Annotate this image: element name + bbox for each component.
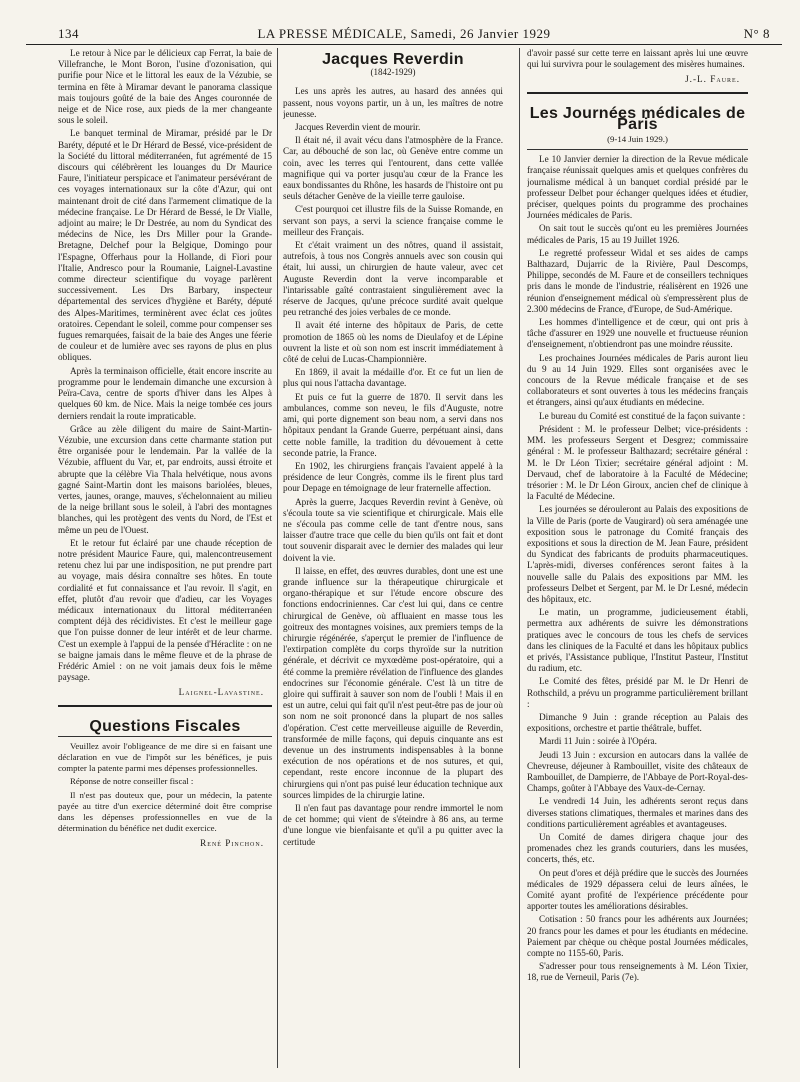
paragraph: Le banquet terminal de Miramar, présidé par le Dr Baréty, député et le Dr Hérard de Bessé, vice-président de la Société du littoral méditerranéen, fut agrémenté de 15 discours qui célébrèrent les louanges du Dr Maurice Faure, l'initiateur perspicace et l'animateur persévérant de ces voyages internationaux sur la côte d'Azur, qui ont maintenant droit de cité dans l'armement climatique de la médecine française. Le Dr Hérard de Bessé, le Dr Vialle, adjoint au maire; le Dr Destrée, au nom du Syndicat des médecins de Nice, les Drs Miller pour la Grande-Bretagne, Delchef pour la Belgique, Domingo pour l'Espagne, Offerhaus pour la Hollande, di Fiori pour l'Italie, Andresco pour la Roumanie, Laignel-Lavastine comme directeur scientifique du voyage parlèrent successivement. Les Drs Barbary, inspecteur départemental des services d'hygiène et Baréty, député des Alpes-Maritimes, terminèrent avec éclat ces joûtes oratoires. Cependant le soleil, comme pour compenser ses fugues remarquées, faisait de la baie des Anges une féerie de couleur et de lumière avec ses rayons de plus en plus obliques.: [58, 128, 272, 363]
paragraph: d'avoir passé sur cette terre en laissant après lui une œuvre qui lui survivra pour le soulagement des misères humaines.: [527, 48, 748, 70]
article-title: Les Journées médicales de Paris: [529, 104, 746, 133]
paragraph: On sait tout le succès qu'ont eu les premières Journées médicales de Paris, 15 au 19 Juillet 1926.: [527, 223, 748, 245]
paragraph: Le regretté professeur Widal et ses aides de camps Balthazard, Dujarric de la Rivière, Paul Descomps, Philippe, secondés de M. Faure et de conseillers techniques pris dans le monde de l'industrie, réalisèrent en 1926 une réunion d'enseignement médical où s'empressèrent plus de 2.300 médecins de France, d'Europe, de Sud-Amérique.: [527, 247, 748, 314]
paragraph: En 1902, les chirurgiens français l'avaient appelé à la présidence de leur Congrès, comme ils le firent plus tard pour Depage en témoignage de leur fraternelle affection.: [283, 460, 503, 494]
paragraph: Réponse de notre conseiller fiscal :: [70, 776, 194, 787]
column-3: [527, 48, 748, 1070]
paragraph: Il était né, il avait vécu dans l'atmosphère de la France. Car, au débouché de son lac, où Genève entre comme un coin, avec les terres qui l'entourent, dans cette vallée magnifique qui va porter jusqu'au cœur de la France les eaux bondissantes du Rhône, les hasards de l'histoire ont pu seuls détacher Genève de la vieille terre gauloise.: [283, 135, 503, 202]
paragraph: Et le retour fut éclairé par une chaude réception de notre président Maurice Faure, qui, malencontreusement retenu chez lui par une indisposition, ne put prendre part au voyage, mais désira connaître ses hôtes. En toute cordialité et fut connaissance et l'au revoir. Il s'agit, en effet, plutôt d'au revoir que d'adieu, car les Voyages médicaux internationaux du littoral méditerranéen comptent déjà des récidivistes. Et c'est le meilleur gage que l'on puisse donner de leur intérêt et de leur charme. C'est un exemple à l'appui de la pensée d'Héraclite : on ne se baigne jamais dans le même fleuve et de la phrase de Frédéric Amiel : on ne voit jamais deux fois le même paysage.: [58, 537, 272, 683]
section-rule: [527, 149, 748, 150]
paragraph: Le bureau du Comité est constitué de la façon suivante :: [539, 410, 746, 421]
section-rule: [58, 705, 272, 707]
page-number: 134: [58, 26, 79, 41]
paragraph: Les uns après les autres, au hasard des années qui passent, nous voyons partir, un à un, les maîtres de notre jeunesse.: [283, 86, 503, 119]
paragraph: Grâce au zèle diligent du maire de Saint-Martin-Vézubie, une excursion dans cette charmante station put être organisée pour le lendemain. Par la vallée de la Vézubie, affluent du Var, et, par endroits, aussi étroite et abrupte que la célèbre Via Thala helvétique, nous avons gagné Saint-Martin dont les maisons bariolées, bleues, vertes, jaunes, orange, mauves, s'échelonnaient au milieu de la neige brillant sous le soleil, à l'abri des montagnes blanches, qui les protègent des vents du Nord, de l'Est et même un peu de l'Ouest.: [58, 423, 272, 535]
paragraph: Jeudi 13 Juin : excursion en autocars dans la vallée de Chevreuse, déjeuner à Rambouillet, visite des châteaux de Rambouillet, de Dampierre, de l'Abbaye de Port-Royal-des-Champs, goûter à l'Abbaye des Vaux-de-Cernay.: [527, 749, 748, 794]
paragraph: Veuillez avoir l'obligeance de me dire si en faisant une déclaration en vue de l'impôt sur les bénéfices, je puis compter la patente parmi mes dépenses professionnelles.: [58, 740, 272, 774]
paragraph: Il avait été interne des hôpitaux de Paris, de cette promotion de 1865 où les noms de Dieulafoy et de Lépine ouvrent la liste et où son nom est inscrit immédiatement à côté de celui de Lucas-Championnière.: [283, 320, 503, 365]
paragraph: Le matin, un programme, judicieusement établi, permettra aux adhérents de suivre les démonstrations pratiques avec le concours de tous les chefs de services dans les cliniques de la Faculté et dans les hôpitaux publics et privés, l'Assistance publique, l'Institut Pasteur, l'Institut du radium, etc.: [527, 607, 748, 674]
paragraph: Après la terminaison officielle, était encore inscrite au programme pour le lendemain dimanche une excursion à Peïra-Cava, centre de sports d'hiver dans les Alpes à quelques 60 km. de Nice. Mais la neige tombée ces jours derniers rendait la route impraticable.: [58, 365, 272, 421]
article-subtitle: (9-14 Juin 1929.): [607, 134, 668, 145]
issue-number: N° 8: [743, 26, 770, 41]
header-rule: [26, 44, 782, 45]
paragraph: Président : M. le professeur Delbet; vice-présidents : MM. les professeurs Sergent et Desgrez; commissaire général : M. le professeur Balthazard; secrétaire général : M. le Dr Léon Tixier; secrétaire général adjoint : M. Dervaud, chef de laboratoire à la Faculté de Médecine; trésorier : M. le Dr Léon Giroux, ancien chef de clinique à la Faculté de Médecine.: [527, 423, 748, 502]
paragraph: Le vendredi 14 Juin, les adhérents seront reçus dans diverses stations climatiques, thermales et marines dans des conditions particulièrement agréables et avantageuses.: [527, 796, 748, 829]
paragraph: Il laisse, en effet, des œuvres durables, dont une est une grande influence sur la thérapeutique chirurgicale et organo-thérapique et sur l'étude encore obscure des fonctions endocriniennes. Car c'est lui qui, dans ce centre chirurgical de Genève, où affluaient en masse tous les goitreux des montagnes voisines, aux premiers temps de la chirurgie régénérée, s'aperçut le premier de l'influence de l'extirpation complète du corps thyroïde sur la nutrition générale, et décrivit ce myxœdème post-opératoire, qui a été comme la première révélation de l'influence des glandes endocrines sur l'économie générale. C'est là un titre de gloire qui suffirait à sauver son nom de l'oubli ! Mais il en est un autre, celui qui fait qu'il n'est peut-être pas de jour où son nom ne soit prononcé dans la plupart de nos salles d'opération. C'est cette merveilleuse aiguille de Reverdin, transformée de mille façons, qui depuis cinquante ans est devenue un des instruments indispensables à la bonne exécution de nos opérations et de nos sutures, et qui, cependant, reste encore inconnue de la plupart des chirurgiens qui n'ont pas puisé leur éducation technique aux sources limpides de la chirurgie latine.: [283, 565, 503, 800]
journal-running-title: LA PRESSE MÉDICALE, Samedi, 26 Janvier 1929: [257, 26, 551, 41]
paragraph: On peut d'ores et déjà prédire que le succès des Journées médicales de 1929 dépassera celui de leurs aînées, le Comité ayant profité de l'expérience précédente pour apporter toutes les améliorations désirables.: [527, 867, 748, 912]
signature: Laignel-Lavastine.: [178, 687, 264, 698]
column-divider: [277, 48, 278, 1068]
page-header: [26, 24, 782, 46]
paragraph: Un Comité de dames dirigera chaque jour des promenades chez les grands couturiers, dans les musées, concerts, thés, etc.: [527, 832, 748, 865]
section-rule: [527, 92, 748, 94]
paragraph: Il n'en faut pas davantage pour rendre immortel le nom de cet homme; qui vient de s'éteindre à 86 ans, au terme d'une longue vie bienfaisante et qu'il a pu quitter avec la certitude: [283, 803, 503, 847]
paragraph: Et puis ce fut la guerre de 1870. Il servit dans les ambulances, comme son neveu, le fils d'Auguste, notre ami, qui porte dignement son beau nom, a servi dans nos hôpitaux pendant la Grande Guerre, perpétuant ainsi, dans cette noble famille, la tradition du dévouement à cette seconde patrie, la France.: [283, 391, 503, 458]
article-subtitle: (1842-1929): [370, 67, 416, 78]
column-1: [58, 48, 272, 1070]
signature: René Pinchon.: [200, 838, 264, 849]
paragraph: Les hommes d'intelligence et de cœur, qui ont pris à tâche d'assurer en 1929 une nouvelle et fructueuse réunion d'enseignement, n'obtiendront pas une moindre réussite.: [527, 317, 748, 350]
paragraph: Jacques Reverdin vient de mourir.: [295, 122, 421, 133]
article-title: Jacques Reverdin: [322, 51, 464, 68]
paragraph: Dimanche 9 Juin : grande réception au Palais des expositions, orchestre et partie théâtrale, buffet.: [527, 711, 748, 734]
paragraph: C'est pourquoi cet illustre fils de la Suisse Romande, en servant son pays, a servi la science française comme le meilleur des Français.: [283, 204, 503, 237]
column-2: [283, 48, 503, 1070]
paragraph: S'adresser pour tous renseignements à M. Léon Tixier, 18, rue de Verneuil, Paris (7e).: [527, 961, 748, 983]
paragraph: Et c'était vraiment un des nôtres, quand il assistait, autrefois, à tous nos Congrès annuels avec son cousin qui était, lui aussi, un chirurgien de haute valeur, avec cet Auguste Reverdin dont la verve incomparable et l'intarissable gaîté contrastaient singulièrement avec la réserve de Jacques, qu'une précoce surdité avait quelque peu retranché des joies verbales de ce monde.: [283, 240, 503, 318]
paragraph: Mardi 11 Juin : soirée à l'Opéra.: [539, 736, 657, 747]
paragraph: Le Comité des fêtes, présidé par M. le Dr Henri de Rothschild, a prévu un programme particulièrement brillant :: [527, 676, 748, 709]
paragraph: Après la guerre, Jacques Reverdin revint à Genève, où s'écoula toute sa vie scientifique et chirurgicale. Mais elle ne s'écoula pas comme celle de tant d'entre nous, sans laisser d'autre trace que celle du bien qu'ils ont fait et dont tout souvenir disparait avec le dernier des malades qui leur doivent la vie.: [283, 496, 503, 563]
section-rule: [58, 736, 272, 737]
paragraph: Les prochaines Journées médicales de Paris auront lieu du 9 au 14 Juin 1929. Elles sont organisées avec le concours de la Revue médicale française et de ses collaborateurs et sont ouvertes à tous les médecins français et étrangers, ainsi qu'aux étudiants en médecine.: [527, 352, 748, 408]
signature: J.-L. Faure.: [685, 74, 740, 85]
paragraph: Cotisation : 50 francs pour les adhérents aux Journées; 20 francs pour les dames et pour les étudiants en médecine. Paiement par chèque ou chèque postal Journées médicales, compte no 1155-60, Paris.: [527, 914, 748, 959]
paragraph: Les journées se dérouleront au Palais des expositions de la Ville de Paris (porte de Vaugirard) où sera aménagée une exposition sous le patronage du Comité français des expositions et sous la direction de M. Jean Faure, président du Syndicat des fabricants de produits pharmaceutiques. L'après-midi, diverses conférences seront faites à la nouvelle salle du Palais des expositions par MM. les professeurs Delbet et Sergent, par M. le Dr Lesné, médecin des hôpitaux, etc.: [527, 504, 748, 604]
paragraph: En 1869, il avait la médaille d'or. Et ce fut un lien de plus qui nous l'attacha davantage.: [283, 367, 503, 389]
paragraph: Le 10 Janvier dernier la direction de la Revue médicale française réunissait quelques amis et quelques confrères du journalisme médical à un banquet cordial présidé par le professeur Delbet pour échanger quelques idées et étudier, préciser, quelques points du programme des prochaines Journées médicales de Paris.: [527, 154, 748, 221]
column-divider: [519, 48, 520, 1068]
paragraph: Le retour à Nice par le délicieux cap Ferrat, la baie de Villefranche, le Mont Boron, l'usine d'ozonisation, qui purifie pour Nice et le littoral les eaux de la Vézubie, se termina en fête à Miramar devant le panorama classique mais toujours goûté de la baie des Anges couronnée de neige et de Nice rose, aux pieds de la mer changeante sous le soleil.: [58, 48, 272, 126]
paragraph: Il n'est pas douteux que, pour un médecin, la patente payée au titre d'un exercice déterminé doit être comprise dans les dépenses professionnelles en vue de la détermination du bénéfice net dudit exercice.: [58, 789, 272, 834]
article-title: Questions Fiscales: [89, 717, 241, 735]
